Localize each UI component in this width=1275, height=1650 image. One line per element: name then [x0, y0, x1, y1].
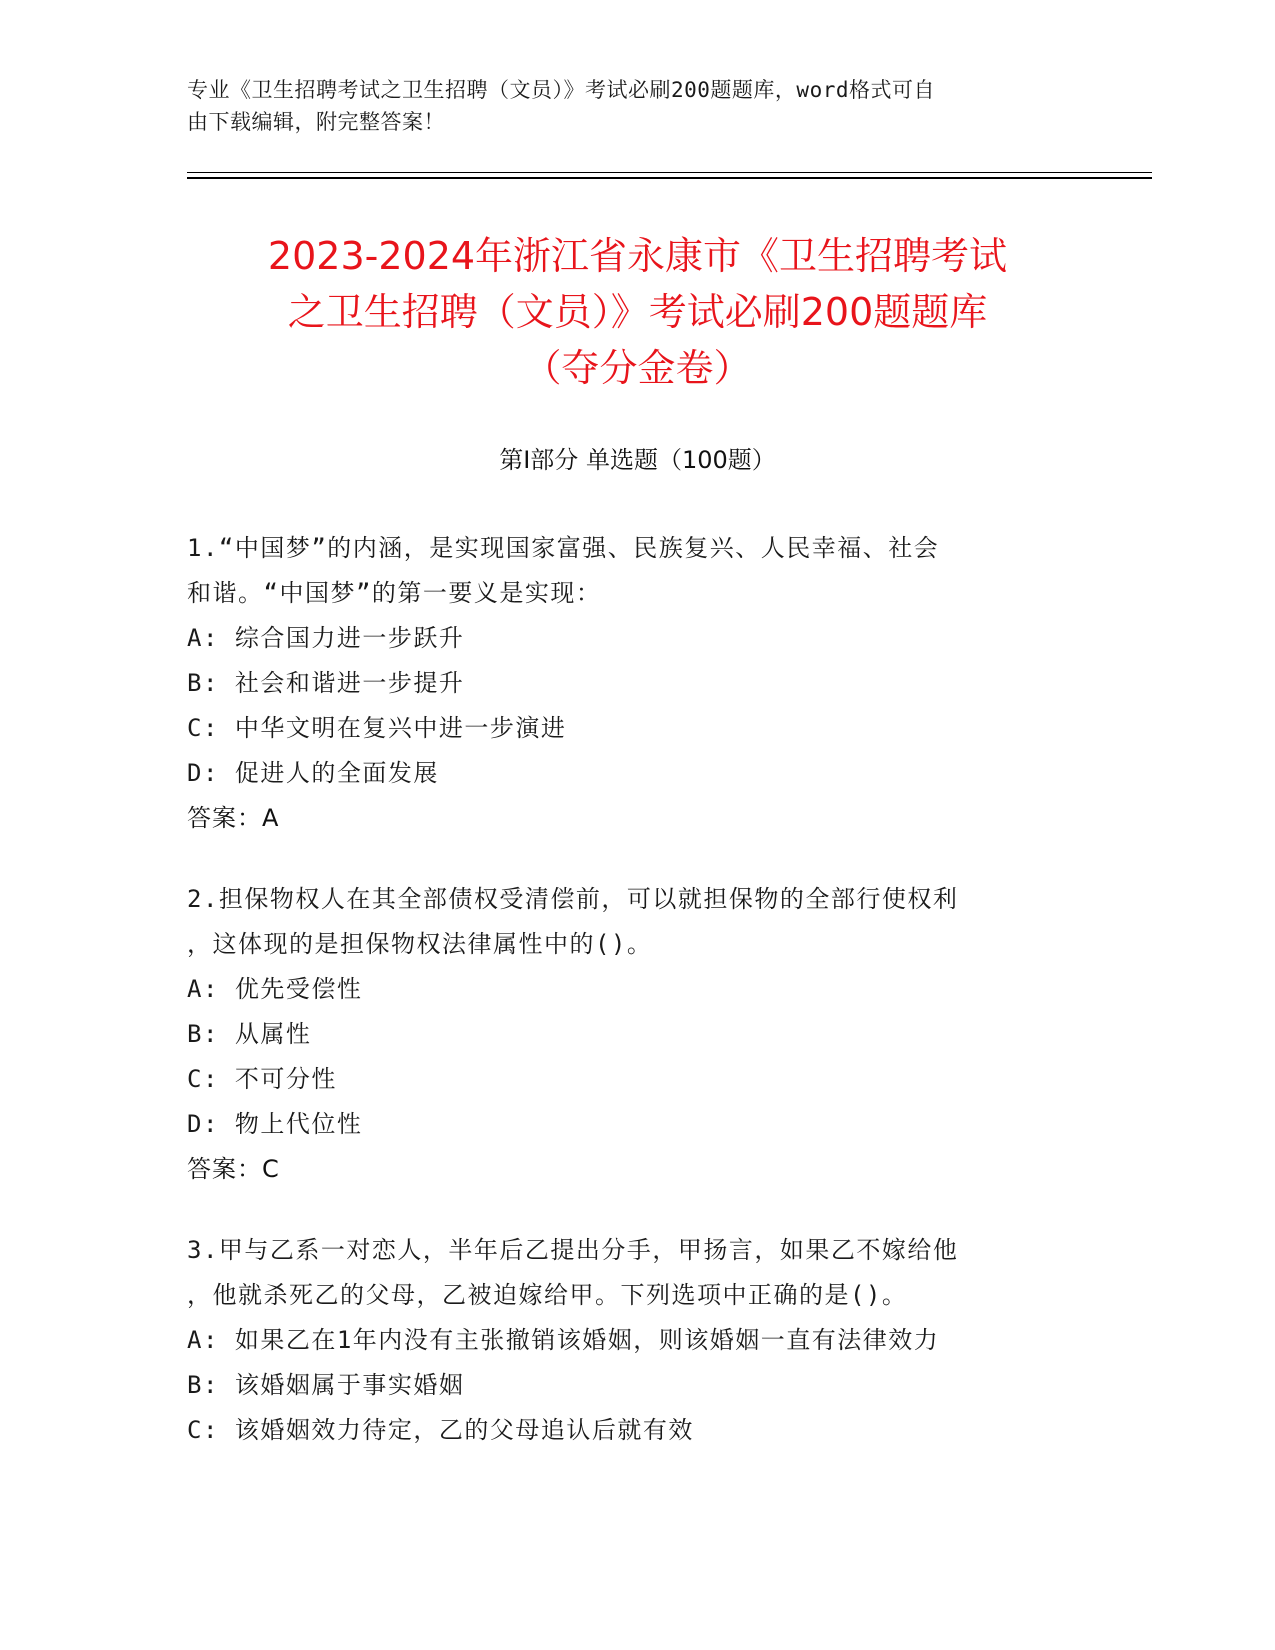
header-note-line: 专业《卫生招聘考试之卫生招聘（文员）》考试必刷200题题库，word格式可自: [187, 78, 935, 102]
section-heading: 第Ⅰ部分 单选题（100题）: [499, 446, 776, 474]
question-list: [187, 526, 1087, 1489]
header-divider-thin: [187, 172, 1152, 173]
title-line: 2023-2024年浙江省永康市《卫生招聘考试: [267, 234, 1008, 278]
title-line: 之卫生招聘（文员）》考试必刷200题题库: [287, 290, 988, 334]
option-d: D: 促进人的全面发展: [187, 759, 439, 787]
option-a: A: 综合国力进一步跃升: [187, 624, 465, 652]
answer: 答案：C: [187, 1155, 280, 1183]
question-stem: 1.“中国梦”的内涵，是实现国家富强、民族复兴、人民幸福、社会: [187, 534, 940, 562]
header-note: [187, 74, 1067, 138]
question-3: [187, 1228, 1087, 1453]
question-stem: 3.甲与乙系一对恋人，半年后乙提出分手，甲扬言，如果乙不嫁给他: [187, 1236, 959, 1264]
question-1: [187, 526, 1087, 841]
question-stem: ，这体现的是担保物权法律属性中的()。: [187, 930, 653, 958]
option-a: A: 如果乙在1年内没有主张撤销该婚姻，则该婚姻一直有法律效力: [187, 1326, 940, 1354]
option-a: A: 优先受偿性: [187, 975, 363, 1003]
option-c: C: 中华文明在复兴中进一步演进: [187, 714, 567, 742]
header-divider-thick: [187, 177, 1152, 179]
header-note-line: 由下载编辑，附完整答案！: [187, 110, 445, 134]
question-stem: 2.担保物权人在其全部债权受清偿前，可以就担保物的全部行使权利: [187, 885, 959, 913]
option-c: C: 该婚姻效力待定，乙的父母追认后就有效: [187, 1416, 694, 1444]
answer: 答案：A: [187, 804, 280, 832]
document-title: [150, 228, 1125, 396]
option-b: B: 从属性: [187, 1020, 312, 1048]
question-stem: 和谐。“中国梦”的第一要义是实现：: [187, 579, 602, 607]
option-d: D: 物上代位性: [187, 1110, 363, 1138]
option-c: C: 不可分性: [187, 1065, 337, 1093]
option-b: B: 该婚姻属于事实婚姻: [187, 1371, 465, 1399]
question-2: [187, 877, 1087, 1192]
title-line: （夺分金卷）: [523, 346, 752, 390]
question-stem: ，他就杀死乙的父母，乙被迫嫁给甲。下列选项中正确的是()。: [187, 1281, 908, 1309]
option-b: B: 社会和谐进一步提升: [187, 669, 465, 697]
